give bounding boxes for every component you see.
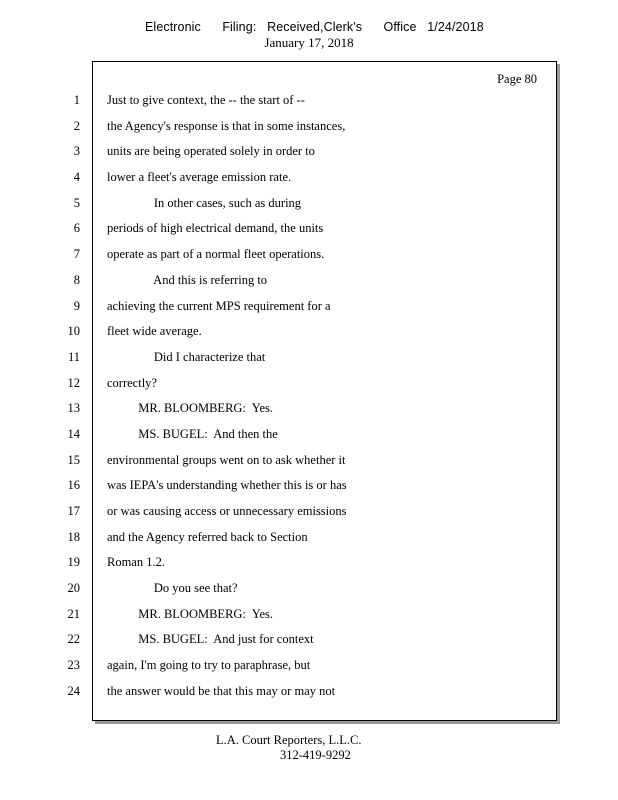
transcript-line: the Agency's response is that in some instances, <box>107 118 346 133</box>
line-number: 8 <box>73 272 80 287</box>
line-number: 2 <box>73 118 80 133</box>
filing-stamp: Electronic Filing: Received,Clerk's Office 1/24/2018 <box>145 20 484 34</box>
transcript-line: MS. BUGEL: And then the <box>107 426 278 441</box>
line-number: 13 <box>67 401 80 416</box>
line-number: 14 <box>67 426 80 441</box>
line-number: 9 <box>73 298 80 313</box>
line-number: 1 <box>73 93 80 107</box>
line-number: 20 <box>67 581 80 596</box>
line-number: 18 <box>67 529 80 544</box>
line-number: 19 <box>67 555 80 570</box>
line-number-column <box>50 88 80 705</box>
page-number: Page 80 <box>497 72 537 86</box>
transcript-line: the answer would be that this may or may not <box>107 683 336 698</box>
transcript-line: operate as part of a normal fleet operations. <box>107 247 325 262</box>
line-number: 23 <box>67 658 80 673</box>
transcript-line: correctly? <box>107 375 157 390</box>
line-number: 3 <box>73 144 80 159</box>
transcript-line: environmental groups went on to ask whether it <box>107 452 346 467</box>
transcript-line: Just to give context, the -- the start of -- <box>107 93 305 107</box>
transcript-line: And this is referring to <box>107 272 268 287</box>
transcript-line: achieving the current MPS requirement for a <box>107 298 331 313</box>
transcript-line: was IEPA's understanding whether this is or has <box>107 478 347 493</box>
line-number: 6 <box>73 221 80 236</box>
transcript-line: fleet wide average. <box>107 324 202 339</box>
line-number: 17 <box>67 504 80 518</box>
line-number: 7 <box>73 247 80 262</box>
transcript-date: January 17, 2018 <box>264 35 354 50</box>
line-number: 24 <box>67 683 80 698</box>
transcript-line: units are being operated solely in order to <box>107 144 315 159</box>
line-number: 5 <box>73 195 80 210</box>
line-number: 21 <box>67 606 80 621</box>
reporter-company: L.A. Court Reporters, L.L.C. <box>216 733 362 747</box>
transcript-line: periods of high electrical demand, the units <box>107 221 324 236</box>
transcript-line: and the Agency referred back to Section <box>107 529 308 544</box>
line-number: 16 <box>67 478 80 493</box>
transcript-line: In other cases, such as during <box>107 195 302 210</box>
line-number: 11 <box>67 349 80 364</box>
reporter-phone: 312-419-9292 <box>280 748 351 762</box>
transcript-line: again, I'm going to try to paraphrase, but <box>107 658 311 673</box>
line-number: 4 <box>73 170 80 185</box>
line-number: 12 <box>67 375 80 390</box>
transcript-line: MR. BLOOMBERG: Yes. <box>107 401 274 416</box>
transcript-text <box>107 88 537 705</box>
transcript-line: Roman 1.2. <box>107 555 165 570</box>
transcript-line: lower a fleet's average emission rate. <box>107 170 292 185</box>
transcript-line: Do you see that? <box>107 581 238 596</box>
line-number: 22 <box>67 632 80 647</box>
line-number: 10 <box>67 324 80 339</box>
transcript-line: or was causing access or unnecessary emissions <box>107 504 347 518</box>
line-number: 15 <box>67 452 80 467</box>
transcript-line: Did I characterize that <box>107 349 266 364</box>
transcript-line: MR. BLOOMBERG: Yes. <box>107 606 274 621</box>
transcript-line: MS. BUGEL: And just for context <box>107 632 314 647</box>
